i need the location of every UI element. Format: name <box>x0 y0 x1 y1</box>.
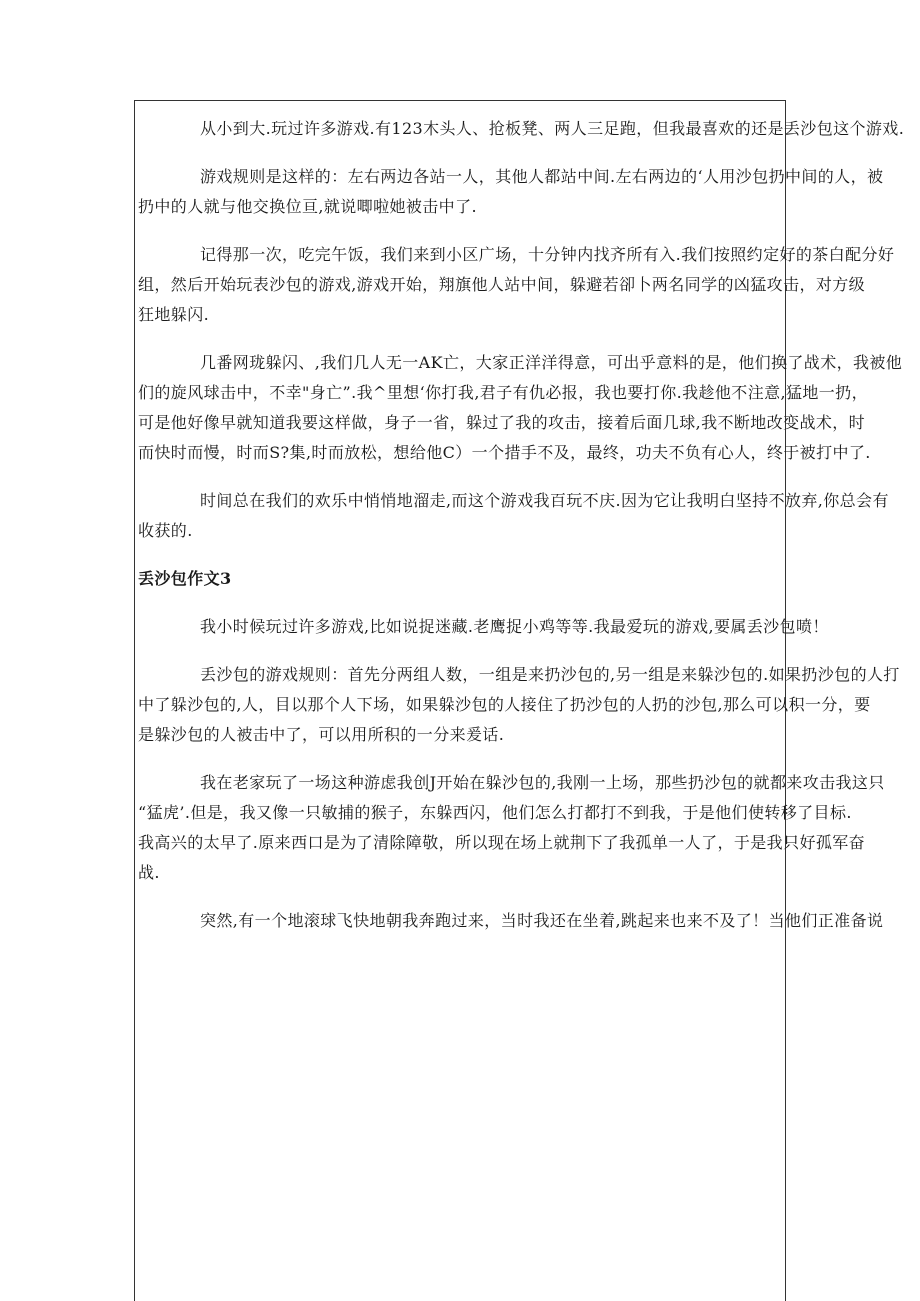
text-line: 狂地躲闪. <box>138 305 210 324</box>
text-line: 几番网珑躲闪、,我们几人无一AK亡，大家正洋洋得意，可出乎意料的是，他们换了战术，我被他 <box>200 353 903 372</box>
text-line: 时间总在我们的欢乐中悄悄地溜走,而这个游戏我百玩不庆.因为它让我明白坚持不放弃,你总会有 <box>200 491 889 510</box>
text-line: 突然,有一个地滚球飞快地朝我奔跑过来，当时我还在坐着,跳起来也来不及了！当他们正准备说 <box>200 911 884 930</box>
paragraph-8 <box>138 768 885 888</box>
text-line: 组，然后开始玩表沙包的游戏,游戏开始，翔旗他人站中间，躲避若卻卜两名同学的凶猛攻击，对方级 <box>138 275 866 294</box>
text-line: 我在老家玩了一场这种游虑我创J开始在躲沙包的,我刚一上场，那些扔沙包的就都来攻击我这只 <box>200 773 885 792</box>
text-line: 扔中的人就与他交换位亘,就说唧啦她被击中了. <box>138 197 477 216</box>
text-line: 丢沙包的游戏规则：首先分两组人数，一组是来扔沙包的,另一组是来躲沙包的.如果扔沙包的人打 <box>200 665 900 684</box>
section-heading: 丢沙包作文3 <box>138 569 232 588</box>
text-line: 是躲沙包的人被击中了，可以用所积的一分来爰话. <box>138 725 505 744</box>
text-line: 们的旋风球击中，不幸"身亡”.我^里想‘你打我,君子有仇必报，我也要打你.我趁他不注意,猛地一扔， <box>138 383 868 402</box>
text-line: “猛虎’.但是，我又像一只敏捕的猴子，东躲西闪，他们怎么打都打不到我，于是他们使转移了目标. <box>138 803 852 822</box>
paragraph-7 <box>138 660 900 750</box>
text-line: 可是他好像早就知道我要这样做，身子一省，躲过了我的攻击，接着后面几球,我不断地改变战术，时 <box>138 413 866 432</box>
paragraph-4 <box>138 348 903 468</box>
text-line: 中了躲沙包的,人，目以那个人下场，如果躲沙包的人接住了扔沙包的人扔的沙包,那么可以积一分，要 <box>138 695 871 714</box>
text-line: 记得那一次，吃完午饭，我们来到小区广场，十分钟内找齐所有入.我们按照约定好的茶白配分好 <box>200 245 895 264</box>
paragraph-3 <box>138 240 895 330</box>
text-line: 而快时而慢，时而S?集,时而放松，想给他C）一个措手不及，最终，功夫不负有心人，终于被打中了. <box>138 443 871 462</box>
paragraph-6 <box>138 612 829 642</box>
document-body <box>138 114 905 936</box>
paragraph-2 <box>138 162 884 222</box>
text-line: 我小时候玩过许多游戏,比如说捉迷藏.老鹰捉小鸡等等.我最爱玩的游戏,要属丢沙包喷！ <box>200 617 829 636</box>
text-line: 收获的. <box>138 521 193 540</box>
text-line: 游戏规则是这样的：左右两边各站一人，其他人都站中间.左右两边的‘人用沙包扔中间的人，被 <box>200 167 884 186</box>
text-line: 战. <box>138 863 160 882</box>
paragraph-1 <box>138 114 905 144</box>
text-line: 从小到大.玩过许多游戏.有123木头人、抢板凳、两人三足跑，但我最喜欢的还是丢沙包这个游戏. <box>200 119 905 138</box>
paragraph-9 <box>138 906 884 936</box>
paragraph-5 <box>138 486 889 546</box>
text-line: 我高兴的太早了.原来西口是为了清除障敬，所以现在场上就荆下了我孤单一人了，于是我只好孤军奋 <box>138 833 866 852</box>
